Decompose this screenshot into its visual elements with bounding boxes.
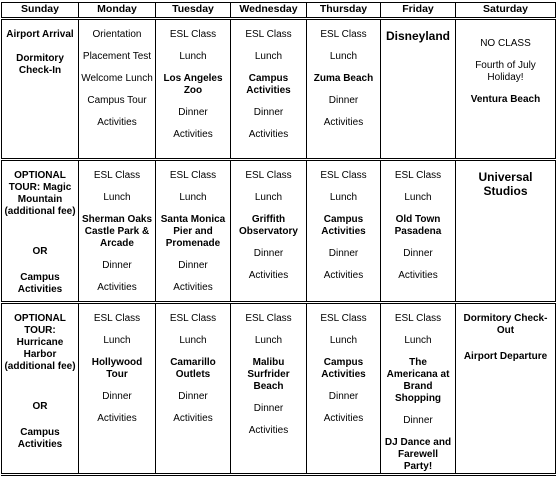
day-cell-tuesday [156, 160, 231, 303]
schedule-entry: Old Town Pasadena [394, 214, 442, 237]
schedule-entry: ESL Class [93, 313, 141, 324]
schedule-entry: Fourth of July Holiday! [475, 60, 536, 83]
schedule-entry: Dinner [253, 107, 284, 118]
schedule-entry: Activities [398, 270, 438, 281]
day-header-sunday: Sunday [2, 3, 79, 19]
schedule-entry: Activities [248, 129, 289, 140]
day-cell-content [381, 20, 455, 43]
day-cell-friday [381, 303, 456, 475]
day-header-thursday: Thursday [307, 3, 381, 19]
schedule-entry: Airport Departure [463, 351, 548, 362]
schedule-entry: Lunch [103, 335, 131, 346]
schedule-entry: Dinner [253, 403, 284, 414]
schedule-entry: OR [32, 246, 48, 257]
schedule-entry: ESL Class [394, 170, 442, 181]
schedule-entry: ESL Class [320, 29, 367, 40]
schedule-entry: Campus Tour [87, 95, 147, 106]
schedule-entry: OR [32, 401, 48, 412]
schedule-entry: Activities [97, 282, 137, 293]
schedule-entry: Orientation [92, 29, 142, 40]
schedule-entry: Placement Test [82, 51, 152, 62]
schedule-entry: Lunch [179, 335, 207, 346]
schedule-entry: Lunch [404, 335, 432, 346]
day-cell-wednesday [231, 19, 307, 160]
day-cell-friday [381, 160, 456, 303]
schedule-entry: Lunch [329, 192, 358, 203]
day-cell-thursday [307, 303, 381, 475]
schedule-entry: ESL Class [394, 313, 442, 324]
schedule-entry: Hollywood Tour [91, 357, 143, 380]
schedule-entry: Campus Activities [17, 272, 63, 295]
schedule-entry: Activities [323, 117, 364, 128]
day-cell-content [381, 161, 455, 282]
schedule-entry: Santa Monica Pier and Promenade [160, 214, 226, 249]
day-cell-thursday [307, 160, 381, 303]
day-cell-content [156, 304, 230, 425]
schedule-entry: Campus Activities [321, 214, 366, 237]
day-header-friday: Friday [381, 3, 456, 19]
day-cell-content [231, 161, 306, 282]
day-cell-content [156, 20, 230, 141]
schedule-entry: Dinner [178, 391, 208, 402]
day-cell-sunday [2, 160, 79, 303]
day-cell-content [381, 304, 455, 473]
schedule-entry: DJ Dance and Farewell Party! [384, 437, 452, 472]
day-cell-friday [381, 19, 456, 160]
day-cell-thursday [307, 19, 381, 160]
schedule-table [1, 2, 556, 476]
schedule-entry: NO CLASS [480, 38, 531, 49]
schedule-entry: Dormitory Check-In [16, 53, 64, 76]
schedule-entry: Activities [97, 413, 137, 424]
day-cell-content [79, 161, 155, 294]
week-row-2 [2, 160, 556, 303]
schedule-entry: Lunch [179, 192, 207, 203]
schedule-entry: Activities [173, 129, 213, 140]
schedule-entry: Campus Activities [246, 73, 291, 96]
day-header-row [2, 3, 556, 19]
schedule-entry: Lunch [329, 51, 358, 62]
schedule-entry: Campus Activities [321, 357, 366, 380]
day-cell-wednesday [231, 160, 307, 303]
schedule-entry: Lunch [254, 51, 283, 62]
schedule-entry: Lunch [254, 192, 283, 203]
day-cell-content [2, 304, 78, 451]
schedule-entry: Disneyland [385, 29, 451, 43]
schedule-entry: Dinner [403, 248, 433, 259]
day-header-saturday: Saturday [456, 3, 556, 19]
schedule-entry: OPTIONAL TOUR: Hurricane Harbor (additional fee) [4, 313, 76, 372]
day-cell-sunday [2, 303, 79, 475]
schedule-entry: Activities [323, 413, 364, 424]
day-cell-content [79, 20, 155, 129]
schedule-entry: Dinner [178, 107, 208, 118]
schedule-entry: Griffith Observatory [239, 214, 298, 237]
day-cell-content [456, 161, 555, 198]
day-cell-tuesday [156, 303, 231, 475]
schedule-entry: Activities [97, 117, 137, 128]
day-cell-content [2, 20, 78, 77]
schedule-entry: OPTIONAL TOUR: Magic Mountain (additional fee) [4, 170, 76, 217]
day-cell-content [307, 304, 380, 425]
schedule-entry: Dormitory Check-Out [463, 313, 548, 336]
schedule-entry: Dinner [102, 391, 132, 402]
schedule-entry: Lunch [179, 51, 207, 62]
day-cell-content [231, 304, 306, 437]
schedule-entry: Activities [173, 282, 213, 293]
day-header-wednesday: Wednesday [231, 3, 307, 19]
day-cell-monday [79, 19, 156, 160]
day-cell-wednesday [231, 303, 307, 475]
schedule-entry: Sherman Oaks Castle Park & Arcade [81, 214, 153, 249]
week-row-1 [2, 19, 556, 160]
schedule-entry: Lunch [329, 335, 358, 346]
schedule-entry: Camarillo Outlets [170, 357, 216, 380]
schedule-entry: Universal Studios [478, 170, 533, 198]
schedule-entry: Dinner [328, 95, 359, 106]
schedule-entry: Dinner [102, 260, 132, 271]
schedule-entry: ESL Class [169, 29, 217, 40]
week-row-3 [2, 303, 556, 475]
schedule-entry: Campus Activities [17, 427, 63, 450]
schedule-entry: ESL Class [245, 29, 292, 40]
schedule-entry: Airport Arrival [6, 29, 74, 40]
schedule-entry: Activities [173, 413, 213, 424]
schedule-entry: ESL Class [93, 170, 141, 181]
schedule-entry: ESL Class [245, 170, 292, 181]
day-cell-content [79, 304, 155, 425]
day-cell-content [456, 304, 555, 363]
schedule-entry: ESL Class [169, 170, 217, 181]
day-cell-sunday [2, 19, 79, 160]
schedule-entry: Dinner [178, 260, 208, 271]
schedule-entry: Ventura Beach [470, 94, 541, 105]
day-cell-content [231, 20, 306, 141]
day-cell-tuesday [156, 19, 231, 160]
schedule-entry: Activities [248, 425, 289, 436]
day-cell-saturday [456, 19, 556, 160]
day-header-tuesday: Tuesday [156, 3, 231, 19]
day-header-monday: Monday [79, 3, 156, 19]
schedule-entry: Lunch [103, 192, 131, 203]
schedule-entry: Dinner [403, 415, 433, 426]
schedule-entry: Malibu Surfrider Beach [247, 357, 290, 392]
schedule-entry: ESL Class [169, 313, 217, 324]
day-cell-monday [79, 303, 156, 475]
schedule-entry: Lunch [404, 192, 432, 203]
day-cell-content [156, 161, 230, 294]
day-cell-content [2, 161, 78, 296]
schedule-entry: Los Angeles Zoo [163, 73, 223, 96]
day-cell-content [307, 161, 380, 282]
schedule-entry: Activities [248, 270, 289, 281]
day-cell-saturday [456, 303, 556, 475]
schedule-entry: Dinner [328, 391, 359, 402]
day-cell-content [456, 20, 555, 106]
schedule-entry: Zuma Beach [313, 73, 374, 84]
schedule-entry: ESL Class [320, 170, 367, 181]
schedule-entry: Activities [323, 270, 364, 281]
schedule-entry: Lunch [254, 335, 283, 346]
day-cell-monday [79, 160, 156, 303]
schedule-entry: ESL Class [320, 313, 367, 324]
schedule-entry: The Americana at Brand Shopping [386, 357, 450, 404]
day-cell-saturday [456, 160, 556, 303]
schedule-entry: Dinner [253, 248, 284, 259]
schedule-entry: ESL Class [245, 313, 292, 324]
day-cell-content [307, 20, 380, 129]
schedule-entry: Dinner [328, 248, 359, 259]
schedule-entry: Welcome Lunch [81, 73, 153, 84]
